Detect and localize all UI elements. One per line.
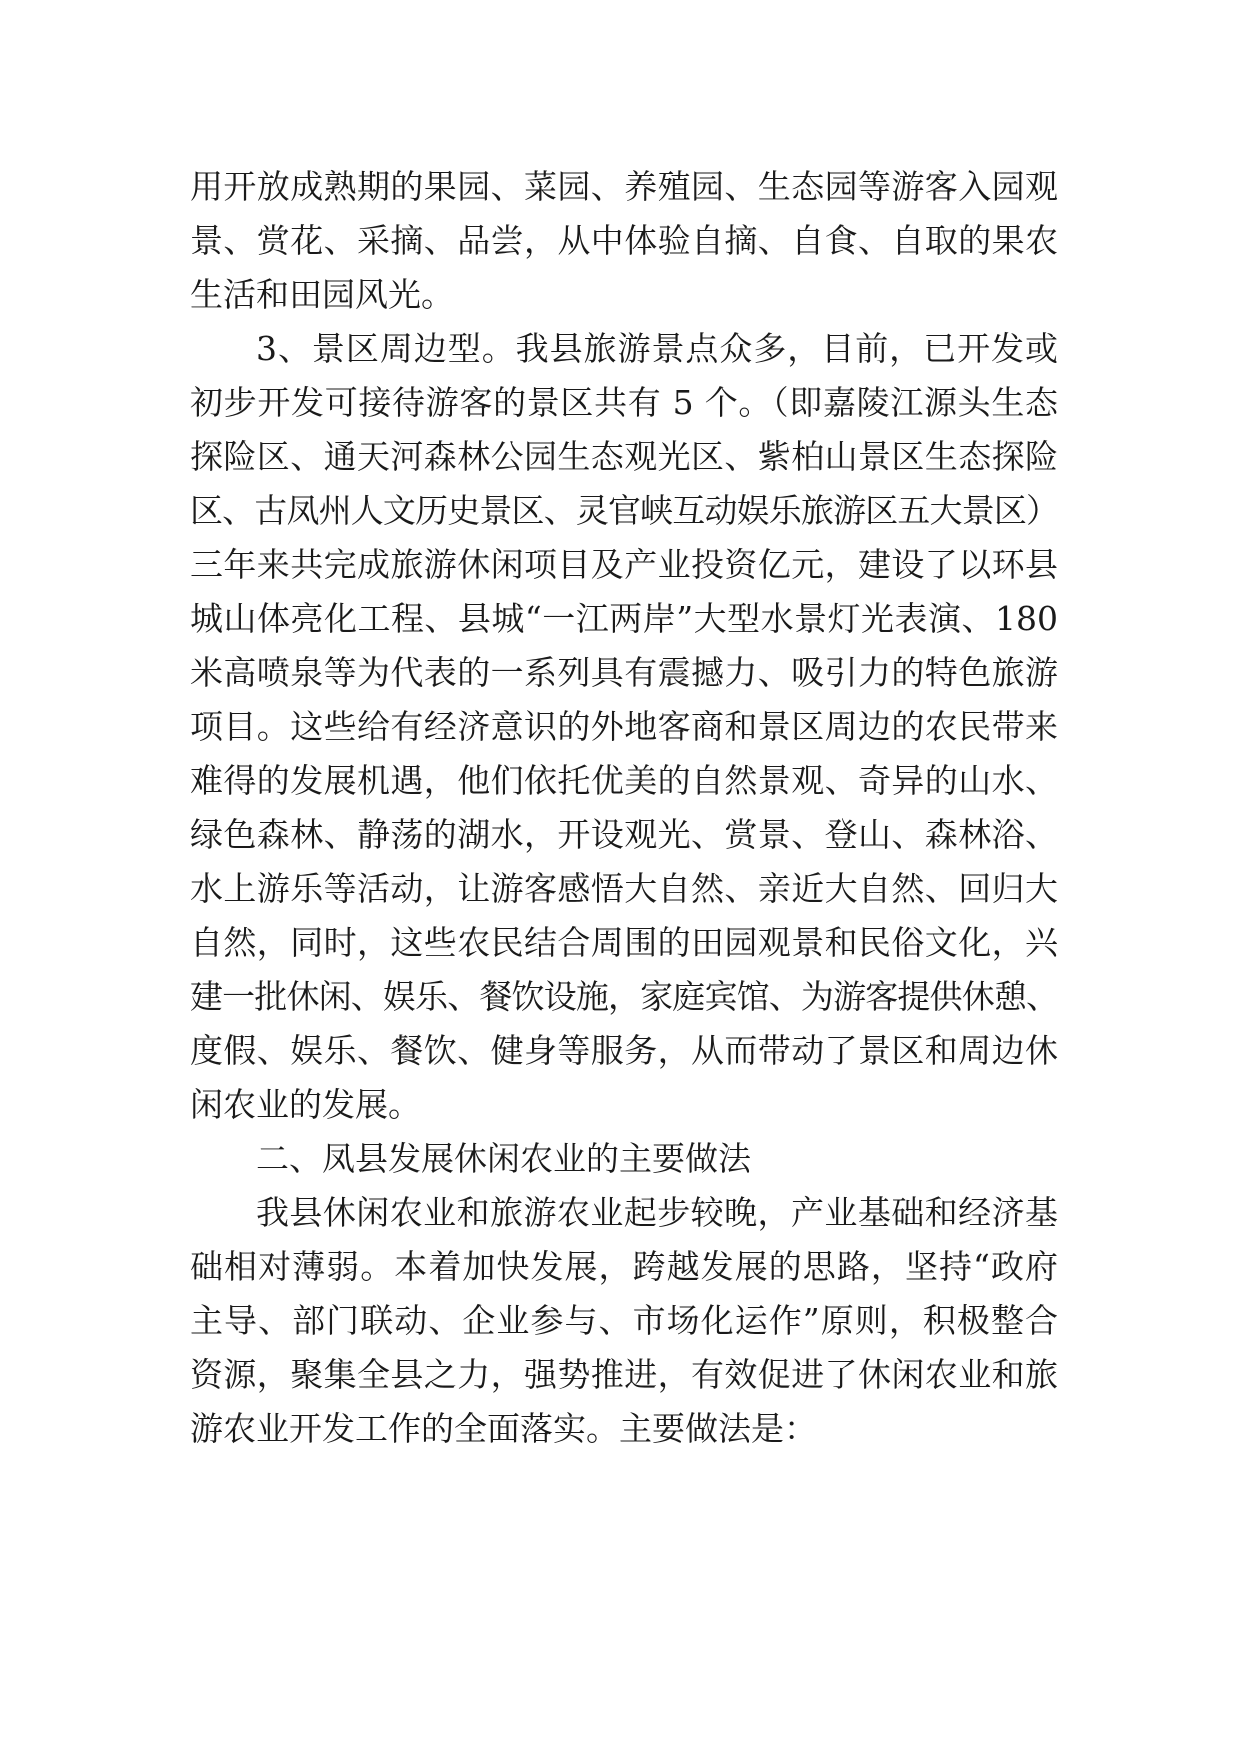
- text-line: 区、古凤州人文历史景区、灵官峡互动娱乐旅游区五大景区）: [190, 491, 1058, 530]
- text-line: 3、景区周边型。我县旅游景点众多，目前，已开发或: [256, 329, 1058, 368]
- text-line: 游农业开发工作的全面落实。主要做法是：: [190, 1409, 817, 1448]
- text-line: 城山体亮化工程、县城“一江两岸”大型水景灯光表演、180: [190, 599, 1058, 638]
- text-line: 景、赏花、采摘、品尝，从中体验自摘、自食、自取的果农: [190, 221, 1058, 260]
- text-line: 闲农业的发展。: [190, 1085, 421, 1124]
- text-line: 资源，聚集全县之力，强势推进，有效促进了休闲农业和旅: [190, 1355, 1058, 1394]
- text-line: 探险区、通天河森林公园生态观光区、紫柏山景区生态探险: [190, 437, 1058, 476]
- text-line: 建一批休闲、娱乐、餐饮设施，家庭宾馆、为游客提供休憩、: [190, 977, 1058, 1016]
- text-line: 生活和田园风光。: [190, 275, 454, 314]
- text-line: 我县休闲农业和旅游农业起步较晚，产业基础和经济基: [256, 1193, 1058, 1232]
- text-line: 初步开发可接待游客的景区共有 5 个。（即嘉陵江源头生态: [190, 383, 1058, 422]
- text-line: 水上游乐等活动，让游客感悟大自然、亲近大自然、回归大: [190, 869, 1058, 908]
- text-line: 础相对薄弱。本着加快发展，跨越发展的思路，坚持“政府: [190, 1247, 1058, 1286]
- text-line: 主导、部门联动、企业参与、市场化运作”原则，积极整合: [190, 1301, 1058, 1340]
- text-line: 三年来共完成旅游休闲项目及产业投资亿元，建设了以环县: [190, 545, 1058, 584]
- text-line: 米高喷泉等为代表的一系列具有震撼力、吸引力的特色旅游: [190, 653, 1058, 692]
- text-line: 难得的发展机遇，他们依托优美的自然景观、奇异的山水、: [190, 761, 1058, 800]
- document-body: [190, 160, 1058, 1456]
- text-line: 用开放成熟期的果园、菜园、养殖园、生态园等游客入园观: [190, 167, 1058, 206]
- text-line: 二、凤县发展休闲农业的主要做法: [256, 1139, 751, 1178]
- text-line: 度假、娱乐、餐饮、健身等服务，从而带动了景区和周边休: [190, 1031, 1058, 1070]
- text-line: 项目。这些给有经济意识的外地客商和景区周边的农民带来: [190, 707, 1058, 746]
- text-line: 自然，同时，这些农民结合周围的田园观景和民俗文化，兴: [190, 923, 1058, 962]
- text-line: 绿色森林、静荡的湖水，开设观光、赏景、登山、森林浴、: [190, 815, 1058, 854]
